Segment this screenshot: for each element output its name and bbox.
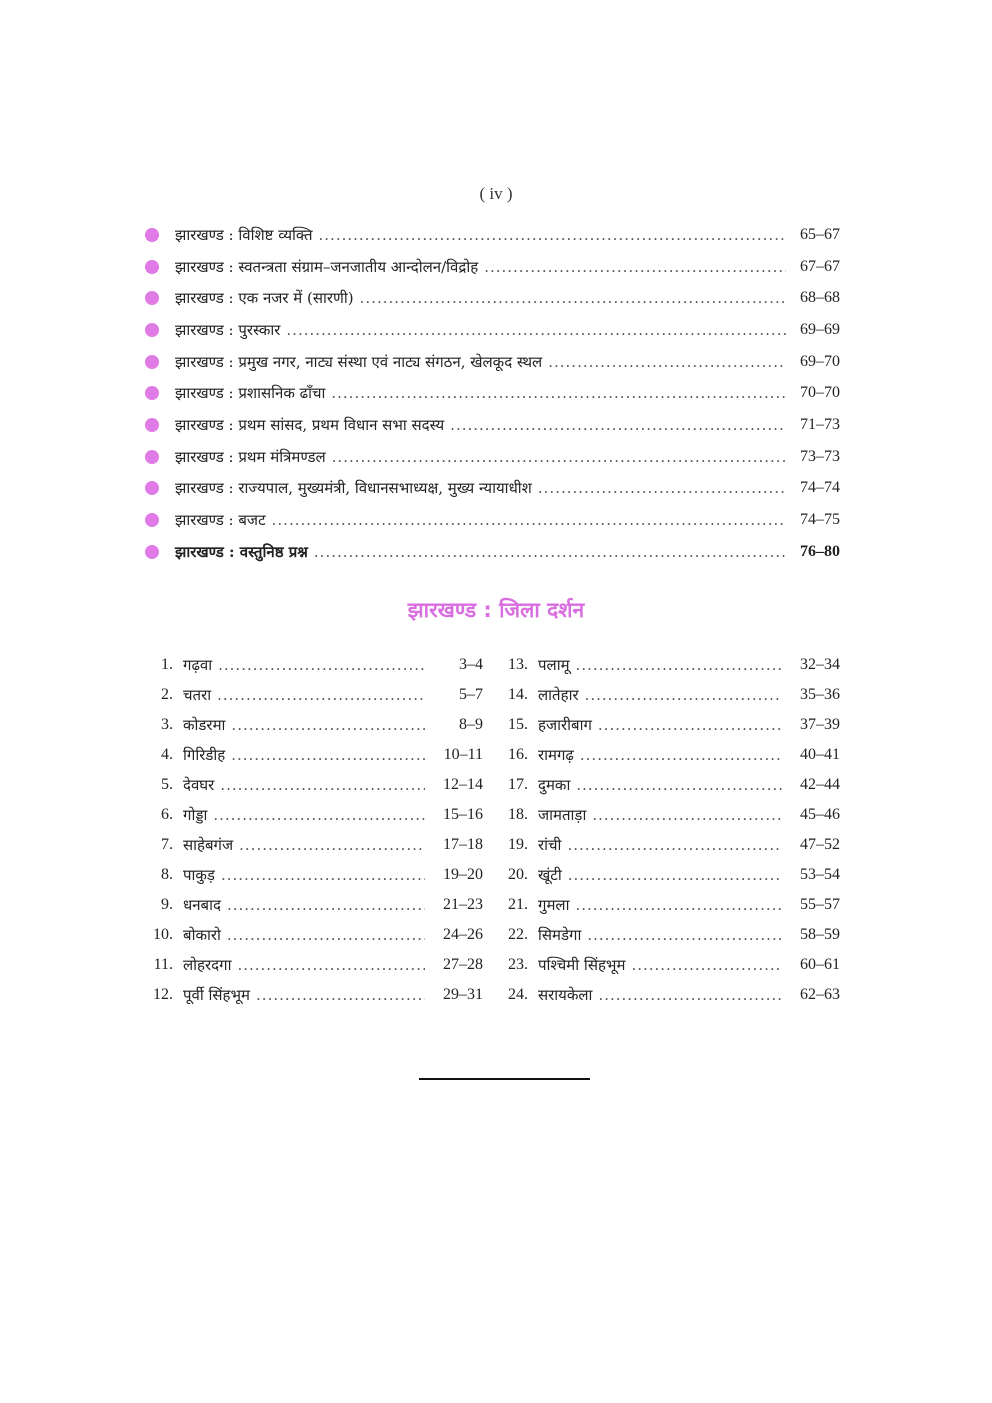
district-name: पाकुड़ <box>183 866 215 884</box>
district-entry[interactable] <box>500 650 840 680</box>
dot-leader <box>231 716 425 734</box>
toc-entry-label: झारखण्ड : प्रमुख नगर, नाट्य संस्था एवं नाट्य संगठन, खेलकूद स्थल <box>175 352 543 371</box>
dot-leader <box>484 258 786 276</box>
toc-entry-pages: 69–70 <box>800 352 840 370</box>
dot-leader <box>218 656 425 674</box>
bullet-icon <box>145 228 159 242</box>
district-pages: 53–54 <box>800 866 840 883</box>
district-entry[interactable] <box>145 740 483 770</box>
district-pages: 62–63 <box>800 986 840 1003</box>
toc-entry[interactable] <box>145 441 840 473</box>
district-number: 17. <box>508 776 528 793</box>
district-name: रांची <box>538 836 562 854</box>
divider-rule <box>419 1078 590 1080</box>
district-entry[interactable] <box>145 920 483 950</box>
district-name: गढ़वा <box>183 656 213 674</box>
dot-leader <box>567 836 782 854</box>
toc-entry[interactable] <box>145 282 840 314</box>
district-name: पूर्वी सिंहभूम <box>183 986 251 1004</box>
district-pages: 27–28 <box>443 956 483 973</box>
district-name: जामताड़ा <box>538 806 587 824</box>
district-name: सरायकेला <box>538 986 593 1004</box>
district-entry[interactable] <box>145 650 483 680</box>
district-number: 5. <box>161 776 173 793</box>
district-entry[interactable] <box>145 890 483 920</box>
toc-entry-pages: 73–73 <box>800 447 840 465</box>
district-entry[interactable] <box>500 890 840 920</box>
district-pages: 60–61 <box>800 956 840 973</box>
district-name: लोहरदगा <box>183 956 232 974</box>
district-number: 16. <box>508 746 528 763</box>
district-number: 20. <box>508 866 528 883</box>
district-entry[interactable] <box>145 770 483 800</box>
district-pages: 55–57 <box>800 896 840 913</box>
dot-leader <box>598 716 782 734</box>
district-number: 7. <box>161 836 173 853</box>
district-number: 24. <box>508 986 528 1003</box>
dot-leader <box>314 543 786 561</box>
toc-entry-label: झारखण्ड : प्रथम सांसद, प्रथम विधान सभा सदस्य <box>175 415 445 434</box>
dot-leader <box>227 896 425 914</box>
dot-leader <box>585 686 782 704</box>
dot-leader <box>221 866 425 884</box>
district-number: 9. <box>161 896 173 913</box>
district-name: रामगढ़ <box>538 746 574 764</box>
district-number: 10. <box>153 926 173 943</box>
dot-leader <box>286 321 786 339</box>
district-pages: 42–44 <box>800 776 840 793</box>
district-entry[interactable] <box>500 710 840 740</box>
toc-entry[interactable] <box>145 473 840 505</box>
dot-leader <box>213 806 425 824</box>
district-pages: 17–18 <box>443 836 483 853</box>
district-list-right <box>500 650 840 1010</box>
district-name: गुमला <box>538 896 570 914</box>
district-name: पश्चिमी सिंहभूम <box>538 956 626 974</box>
bullet-icon <box>145 513 159 527</box>
dot-leader <box>217 686 425 704</box>
toc-entry[interactable] <box>145 536 840 568</box>
toc-entry[interactable] <box>145 346 840 378</box>
district-pages: 19–20 <box>443 866 483 883</box>
dot-leader <box>580 746 782 764</box>
district-entry[interactable] <box>145 830 483 860</box>
dot-leader <box>231 746 425 764</box>
district-entry[interactable] <box>145 860 483 890</box>
district-entry[interactable] <box>145 800 483 830</box>
toc-entry[interactable] <box>145 377 840 409</box>
district-number: 15. <box>508 716 528 733</box>
dot-leader <box>592 806 782 824</box>
district-name: बोकारो <box>183 926 221 944</box>
district-name: सिमडेगा <box>538 926 582 944</box>
district-number: 23. <box>508 956 528 973</box>
district-entry[interactable] <box>500 800 840 830</box>
dot-leader <box>227 926 425 944</box>
toc-entry[interactable] <box>145 251 840 283</box>
district-name: खूंटी <box>538 866 562 884</box>
bullet-icon <box>145 260 159 274</box>
district-name: कोडरमा <box>183 716 226 734</box>
district-number: 21. <box>508 896 528 913</box>
bullet-icon <box>145 355 159 369</box>
bullet-icon <box>145 450 159 464</box>
district-name: चतरा <box>183 686 212 704</box>
district-pages: 47–52 <box>800 836 840 853</box>
dot-leader <box>631 956 782 974</box>
district-number: 22. <box>508 926 528 943</box>
dot-leader <box>220 776 425 794</box>
toc-entry-pages: 74–74 <box>800 479 840 497</box>
dot-leader <box>360 289 786 307</box>
dot-leader <box>239 836 425 854</box>
district-name: पलामू <box>538 656 570 674</box>
bullet-icon <box>145 545 159 559</box>
district-pages: 35–36 <box>800 686 840 703</box>
bullet-icon <box>145 291 159 305</box>
toc-entry[interactable] <box>145 409 840 441</box>
dot-leader <box>575 896 782 914</box>
district-pages: 32–34 <box>800 656 840 673</box>
district-number: 8. <box>161 866 173 883</box>
district-entry[interactable] <box>145 680 483 710</box>
toc-entry-label: झारखण्ड : राज्यपाल, मुख्यमंत्री, विधानसभाध्यक्ष, मुख्य न्यायाधीश <box>175 479 532 498</box>
dot-leader <box>237 956 425 974</box>
district-number: 13. <box>508 656 528 673</box>
district-entry[interactable] <box>145 950 483 980</box>
toc-entry-label: झारखण्ड : स्वतन्त्रता संग्राम–जनजातीय आन्दोलन/विद्रोह <box>175 257 479 276</box>
dot-leader <box>319 226 786 244</box>
toc-entry[interactable] <box>145 504 840 536</box>
district-number: 19. <box>508 836 528 853</box>
district-number: 3. <box>161 716 173 733</box>
district-number: 2. <box>161 686 173 703</box>
dot-leader <box>598 986 782 1004</box>
district-number: 11. <box>153 956 173 973</box>
district-name: दुमका <box>538 776 571 794</box>
district-entry[interactable] <box>500 950 840 980</box>
dot-leader <box>576 776 782 794</box>
dot-leader <box>256 986 425 1004</box>
district-entry[interactable] <box>500 740 840 770</box>
dot-leader <box>272 511 786 529</box>
district-name: देवघर <box>183 776 215 794</box>
district-pages: 5–7 <box>459 686 483 703</box>
district-pages: 12–14 <box>443 776 483 793</box>
district-name: धनबाद <box>183 896 221 914</box>
district-pages: 29–31 <box>443 986 483 1003</box>
dot-leader <box>568 866 782 884</box>
district-pages: 21–23 <box>443 896 483 913</box>
district-number: 14. <box>508 686 528 703</box>
toc-entry-label: झारखण्ड : प्रथम मंत्रिमण्डल <box>175 447 326 466</box>
district-entry[interactable] <box>500 980 840 1010</box>
district-name: गोड्डा <box>183 806 208 824</box>
district-name: गिरिडीह <box>183 746 226 764</box>
district-entry[interactable] <box>145 710 483 740</box>
district-pages: 3–4 <box>459 656 483 673</box>
district-pages: 15–16 <box>443 806 483 823</box>
table-of-contents <box>145 219 840 568</box>
toc-entry[interactable] <box>145 219 840 251</box>
dot-leader <box>538 479 786 497</box>
toc-entry-pages: 68–68 <box>800 289 840 307</box>
dot-leader <box>332 448 786 466</box>
district-number: 6. <box>161 806 173 823</box>
district-entry[interactable] <box>500 920 840 950</box>
district-entry[interactable] <box>500 860 840 890</box>
bullet-icon <box>145 481 159 495</box>
district-name: हजारीबाग <box>538 716 592 734</box>
district-name: लातेहार <box>538 686 579 704</box>
dot-leader <box>587 926 782 944</box>
toc-entry-label: झारखण्ड : वस्तुनिष्ठ प्रश्न <box>175 542 308 561</box>
bullet-icon <box>145 323 159 337</box>
district-pages: 45–46 <box>800 806 840 823</box>
dot-leader <box>450 416 786 434</box>
toc-entry-pages: 76–80 <box>800 542 840 560</box>
district-pages: 24–26 <box>443 926 483 943</box>
district-entry[interactable] <box>500 770 840 800</box>
section-title: झारखण्ड : जिला दर्शन <box>407 598 585 622</box>
bullet-icon <box>145 418 159 432</box>
toc-entry-pages: 65–67 <box>800 225 840 243</box>
toc-entry-label: झारखण्ड : एक नजर में (सारणी) <box>175 289 354 308</box>
district-pages: 58–59 <box>800 926 840 943</box>
page-number: ( iv ) <box>479 184 513 203</box>
district-entry[interactable] <box>500 830 840 860</box>
district-entry[interactable] <box>145 980 483 1010</box>
district-list-left <box>145 650 483 1010</box>
toc-entry[interactable] <box>145 314 840 346</box>
toc-entry-label: झारखण्ड : पुरस्कार <box>175 320 281 339</box>
dot-leader <box>331 384 786 402</box>
district-number: 12. <box>153 986 173 1003</box>
district-number: 1. <box>161 656 173 673</box>
district-name: साहेबगंज <box>183 836 234 854</box>
toc-entry-pages: 71–73 <box>800 415 840 433</box>
toc-entry-label: झारखण्ड : विशिष्ट व्यक्ति <box>175 225 313 244</box>
district-pages: 8–9 <box>459 716 483 733</box>
district-pages: 37–39 <box>800 716 840 733</box>
district-number: 18. <box>508 806 528 823</box>
bullet-icon <box>145 386 159 400</box>
toc-entry-label: झारखण्ड : बजट <box>175 511 266 530</box>
toc-entry-pages: 67–67 <box>800 257 840 275</box>
toc-entry-label: झारखण्ड : प्रशासनिक ढाँचा <box>175 384 326 403</box>
district-pages: 40–41 <box>800 746 840 763</box>
district-entry[interactable] <box>500 680 840 710</box>
dot-leader <box>548 353 786 371</box>
district-number: 4. <box>161 746 173 763</box>
district-pages: 10–11 <box>443 746 483 763</box>
toc-entry-pages: 69–69 <box>800 320 840 338</box>
toc-entry-pages: 74–75 <box>800 511 840 529</box>
dot-leader <box>576 656 782 674</box>
toc-entry-pages: 70–70 <box>800 384 840 402</box>
